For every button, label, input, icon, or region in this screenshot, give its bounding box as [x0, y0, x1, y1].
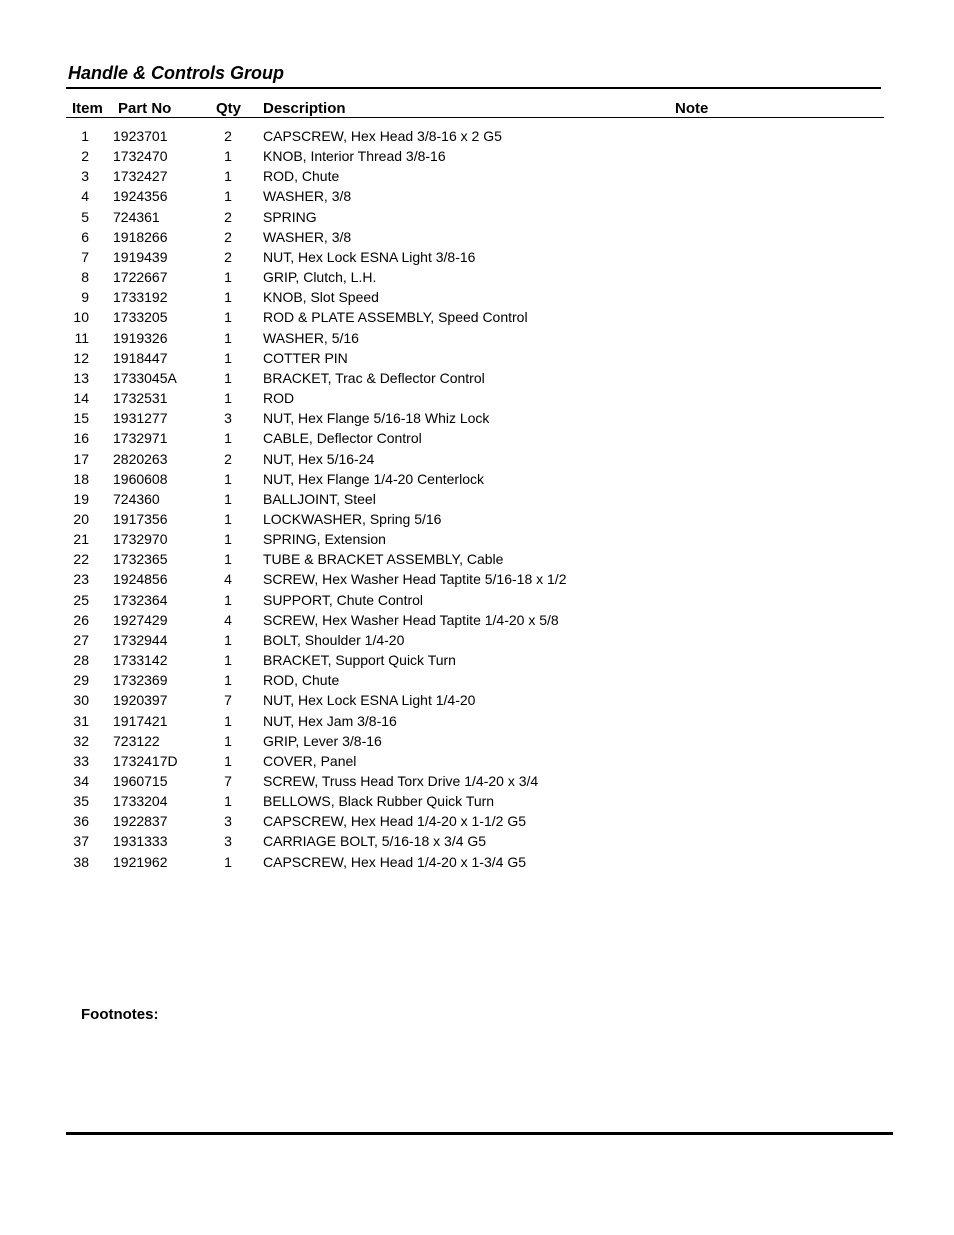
cell-description: BRACKET, Support Quick Turn: [263, 652, 456, 669]
cell-item: 38: [73, 853, 89, 870]
cell-description: NUT, Hex 5/16-24: [263, 450, 375, 467]
cell-description: WASHER, 5/16: [263, 329, 359, 346]
table-row: [0, 509, 954, 529]
table-row: [0, 791, 954, 811]
cell-part-no: 1732971: [113, 430, 168, 447]
cell-part-no: 1733204: [113, 793, 168, 810]
cell-description: ROD, Chute: [263, 672, 340, 689]
cell-qty: 2: [224, 450, 232, 467]
cell-qty: 2: [224, 128, 232, 144]
cell-part-no: 1732944: [113, 631, 168, 648]
cell-part-no: 1732970: [113, 531, 168, 548]
cell-item: 1: [81, 128, 89, 144]
cell-item: 3: [81, 168, 89, 185]
cell-part-no: 2820263: [113, 450, 168, 467]
cell-qty: 1: [224, 793, 232, 810]
cell-item: 12: [73, 349, 89, 366]
table-row: [0, 590, 954, 610]
cell-part-no: 1732427: [113, 168, 168, 185]
cell-qty: 1: [224, 490, 232, 507]
cell-item: 13: [73, 369, 89, 386]
column-header-qty: Qty: [216, 100, 242, 117]
column-header-part-no: Part No: [118, 100, 172, 117]
cell-qty: 1: [224, 289, 232, 306]
cell-qty: 1: [224, 148, 232, 165]
cell-item: 25: [73, 591, 89, 608]
cell-description: NUT, Hex Flange 5/16-18 Whiz Lock: [263, 410, 490, 427]
table-row: [0, 569, 954, 589]
cell-description: CAPSCREW, Hex Head 1/4-20 x 1-3/4 G5: [263, 853, 526, 870]
cell-item: 19: [73, 490, 89, 507]
cell-qty: 3: [224, 410, 232, 427]
cell-description: ROD: [263, 390, 295, 407]
cell-description: BELLOWS, Black Rubber Quick Turn: [263, 793, 495, 810]
cell-qty: 1: [224, 531, 232, 548]
cell-item: 4: [81, 188, 89, 205]
cell-qty: 1: [224, 752, 232, 769]
cell-part-no: 1919439: [113, 248, 168, 265]
cell-part-no: 1732531: [113, 390, 168, 407]
page-title: Handle & Controls Group: [68, 63, 284, 83]
cell-description: BALLJOINT, Steel: [263, 490, 376, 507]
cell-qty: 1: [224, 631, 232, 648]
cell-item: 2: [81, 148, 89, 165]
footnotes-label: Footnotes:: [81, 1006, 159, 1023]
table-row: [0, 529, 954, 549]
cell-item: 16: [73, 430, 89, 447]
table-row: [0, 348, 954, 368]
cell-item: 28: [73, 652, 89, 669]
footer-divider: [66, 1132, 893, 1135]
table-row: [0, 408, 954, 428]
cell-description: SCREW, Hex Washer Head Taptite 5/16-18 x 1/2: [263, 571, 567, 588]
cell-qty: 1: [224, 712, 232, 729]
title-divider: [66, 87, 881, 89]
cell-part-no: 1918447: [113, 349, 168, 366]
table-header: [0, 99, 954, 119]
cell-qty: 1: [224, 732, 232, 749]
cell-part-no: 1920397: [113, 692, 168, 709]
cell-qty: 2: [224, 248, 232, 265]
cell-description: GRIP, Clutch, L.H.: [263, 269, 377, 286]
table-row: [0, 328, 954, 348]
cell-part-no: 1960715: [113, 773, 168, 789]
cell-item: 34: [73, 773, 89, 789]
cell-description: COVER, Panel: [263, 752, 357, 769]
cell-description: WASHER, 3/8: [263, 228, 352, 245]
cell-description: SUPPORT, Chute Control: [263, 591, 424, 608]
cell-description: ROD, Chute: [263, 168, 340, 185]
cell-item: 35: [73, 793, 89, 810]
table-row: [0, 731, 954, 751]
column-header-note: Note: [675, 100, 709, 117]
cell-description: CABLE, Deflector Control: [263, 430, 422, 447]
table-row: [0, 711, 954, 731]
cell-description: SCREW, Truss Head Torx Drive 1/4-20 x 3/4: [263, 773, 539, 789]
cell-qty: 1: [224, 672, 232, 689]
table-row: [0, 368, 954, 388]
table-row: [0, 186, 954, 206]
cell-item: 14: [73, 390, 89, 407]
cell-item: 31: [73, 712, 89, 729]
cell-description: COTTER PIN: [263, 349, 348, 366]
cell-part-no: 1732369: [113, 672, 168, 689]
cell-item: 9: [81, 289, 89, 306]
cell-part-no: 1919326: [113, 329, 168, 346]
table-row: [0, 811, 954, 831]
table-row: [0, 126, 954, 146]
cell-part-no: 1960608: [113, 470, 168, 487]
table-row: [0, 630, 954, 650]
cell-qty: 1: [224, 430, 232, 447]
table-row: [0, 610, 954, 630]
cell-description: NUT, Hex Flange 1/4-20 Centerlock: [263, 470, 484, 487]
cell-qty: 1: [224, 329, 232, 346]
cell-part-no: 1931333: [113, 833, 168, 850]
cell-description: BRACKET, Trac & Deflector Control: [263, 369, 485, 386]
cell-qty: 1: [224, 652, 232, 669]
table-row: [0, 166, 954, 186]
cell-qty: 1: [224, 349, 232, 366]
cell-item: 17: [73, 450, 89, 467]
cell-part-no: 724361: [113, 208, 160, 225]
cell-item: 30: [73, 692, 89, 709]
table-row: [0, 690, 954, 710]
cell-description: LOCKWASHER, Spring 5/16: [263, 510, 442, 527]
table-row: [0, 469, 954, 489]
table-row: [0, 247, 954, 267]
cell-qty: 1: [224, 591, 232, 608]
cell-item: 29: [73, 672, 89, 689]
cell-description: CAPSCREW, Hex Head 3/8-16 x 2 G5: [263, 128, 502, 144]
cell-qty: 1: [224, 168, 232, 185]
table-row: [0, 146, 954, 166]
cell-qty: 4: [224, 611, 232, 628]
cell-part-no: 1732417D: [113, 752, 178, 769]
cell-qty: 1: [224, 390, 232, 407]
cell-qty: 1: [224, 853, 232, 870]
cell-part-no: 1917356: [113, 510, 168, 527]
cell-item: 6: [81, 228, 89, 245]
cell-item: 37: [73, 833, 89, 850]
cell-description: KNOB, Interior Thread 3/8-16: [263, 148, 446, 165]
cell-description: CAPSCREW, Hex Head 1/4-20 x 1-1/2 G5: [263, 813, 526, 830]
table-row: [0, 831, 954, 851]
cell-part-no: 1732365: [113, 551, 168, 568]
cell-part-no: 1931277: [113, 410, 168, 427]
cell-description: GRIP, Lever 3/8-16: [263, 732, 382, 749]
cell-part-no: 1732470: [113, 148, 168, 165]
table-row: [0, 670, 954, 690]
cell-part-no: 1732364: [113, 591, 168, 608]
table-row: [0, 650, 954, 670]
cell-qty: 1: [224, 309, 232, 326]
cell-item: 10: [73, 309, 89, 326]
cell-description: ROD & PLATE ASSEMBLY, Speed Control: [263, 309, 528, 326]
cell-item: 26: [73, 611, 89, 628]
cell-description: NUT, Hex Lock ESNA Light 3/8-16: [263, 248, 476, 265]
cell-description: SCREW, Hex Washer Head Taptite 1/4-20 x 5/8: [263, 611, 559, 628]
table-row: [0, 852, 954, 872]
cell-item: 15: [73, 410, 89, 427]
cell-qty: 1: [224, 369, 232, 386]
table-row: [0, 287, 954, 307]
table-row: [0, 207, 954, 227]
cell-qty: 2: [224, 208, 232, 225]
cell-qty: 3: [224, 833, 232, 850]
cell-part-no: 1722667: [113, 269, 168, 286]
column-header-description: Description: [263, 100, 346, 117]
cell-part-no: 1733045A: [113, 369, 177, 386]
table-row: [0, 489, 954, 509]
cell-part-no: 1924356: [113, 188, 168, 205]
cell-part-no: 1921962: [113, 853, 168, 870]
cell-item: 5: [81, 208, 89, 225]
cell-qty: 3: [224, 813, 232, 830]
cell-qty: 2: [224, 228, 232, 245]
cell-part-no: 1733205: [113, 309, 168, 326]
cell-item: 7: [81, 248, 89, 265]
cell-qty: 7: [224, 692, 232, 709]
cell-item: 32: [73, 732, 89, 749]
table-row: [0, 771, 954, 791]
parts-list: [0, 126, 954, 872]
cell-item: 8: [81, 269, 89, 286]
cell-part-no: 1917421: [113, 712, 168, 729]
table-row: [0, 449, 954, 469]
cell-description: NUT, Hex Lock ESNA Light 1/4-20: [263, 692, 476, 709]
cell-part-no: 1733192: [113, 289, 168, 306]
cell-qty: 1: [224, 188, 232, 205]
table-row: [0, 227, 954, 247]
header-divider: [66, 117, 884, 118]
cell-item: 11: [74, 329, 89, 346]
cell-part-no: 1922837: [113, 813, 168, 830]
cell-part-no: 723122: [113, 732, 160, 749]
cell-qty: 1: [224, 551, 232, 568]
table-row: [0, 307, 954, 327]
cell-description: TUBE & BRACKET ASSEMBLY, Cable: [263, 551, 504, 568]
cell-item: 33: [73, 752, 89, 769]
cell-item: 20: [73, 510, 89, 527]
table-row: [0, 428, 954, 448]
cell-part-no: 1924856: [113, 571, 168, 588]
cell-description: CARRIAGE BOLT, 5/16-18 x 3/4 G5: [263, 833, 487, 850]
cell-description: SPRING: [263, 208, 317, 225]
cell-part-no: 1733142: [113, 652, 168, 669]
cell-description: WASHER, 3/8: [263, 188, 352, 205]
cell-item: 18: [73, 470, 89, 487]
cell-item: 22: [73, 551, 89, 568]
table-row: [0, 388, 954, 408]
cell-part-no: 1927429: [113, 611, 168, 628]
cell-qty: 1: [224, 269, 232, 286]
cell-description: BOLT, Shoulder 1/4-20: [263, 631, 405, 648]
cell-qty: 4: [224, 571, 232, 588]
cell-item: 21: [73, 531, 89, 548]
cell-description: KNOB, Slot Speed: [263, 289, 379, 306]
table-row: [0, 549, 954, 569]
cell-item: 27: [73, 631, 89, 648]
cell-item: 23: [73, 571, 89, 588]
cell-part-no: 724360: [113, 490, 160, 507]
column-header-item: Item: [72, 100, 103, 117]
cell-part-no: 1923701: [113, 128, 168, 144]
cell-qty: 7: [224, 773, 232, 789]
cell-item: 36: [73, 813, 89, 830]
cell-part-no: 1918266: [113, 228, 168, 245]
table-row: [0, 267, 954, 287]
table-row: [0, 751, 954, 771]
cell-description: NUT, Hex Jam 3/8-16: [263, 712, 397, 729]
cell-description: SPRING, Extension: [263, 531, 386, 548]
cell-qty: 1: [224, 470, 232, 487]
cell-qty: 1: [224, 510, 232, 527]
